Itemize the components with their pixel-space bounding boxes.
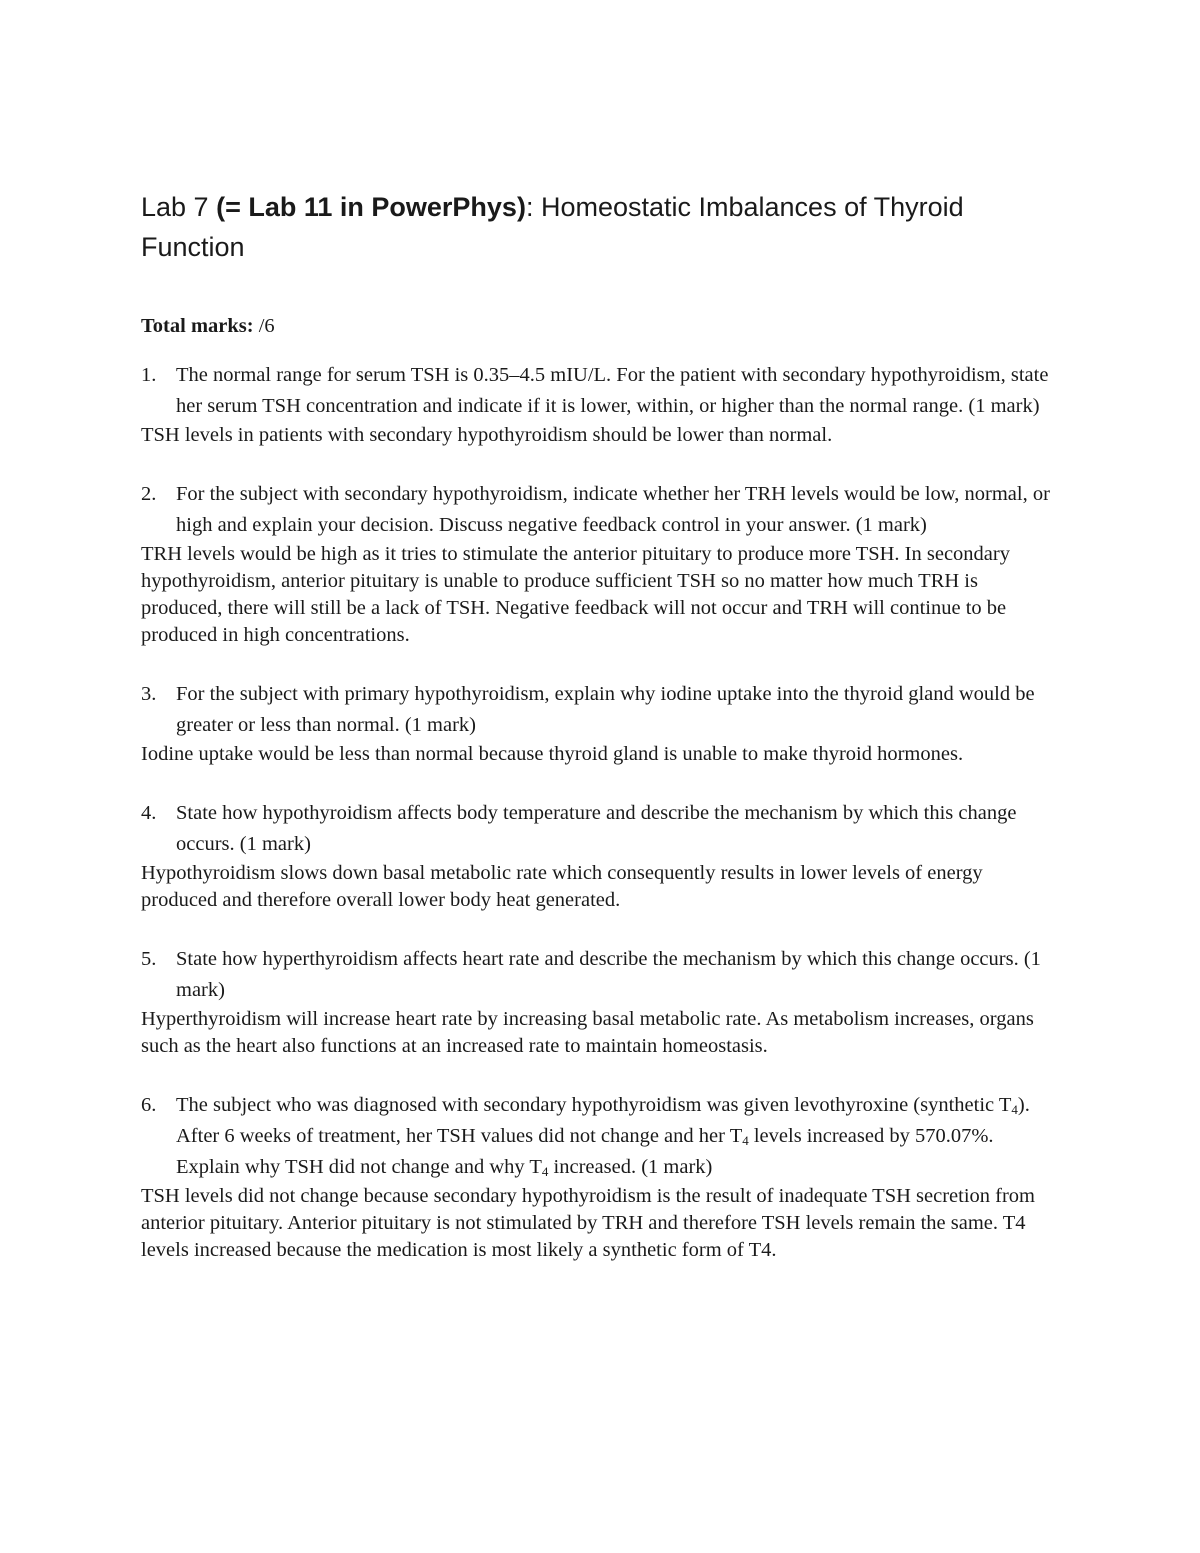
- total-marks-value: /6: [253, 315, 275, 337]
- question-block-1: [141, 360, 1061, 449]
- question-text-part-a: The subject who was diagnosed with secondary hypothyroidism was given levothyroxine (synthetic T: [176, 1094, 1012, 1116]
- title-bold: (= Lab 11 in PowerPhys): [216, 192, 526, 222]
- question-number: 1.: [141, 364, 157, 386]
- question-1: [141, 360, 1061, 422]
- answer-6: TSH levels did not change because secondary hypothyroidism is the result of inadequate TSH secretion from anterior pituitary. Anterior pituitary is not stimulated by TRH and therefore TSH levels remain the same. T4 levels increased because the medication is most likely a synthetic form of T4.: [141, 1185, 1035, 1261]
- question-text: State how hypothyroidism affects body temperature and describe the mechanism by which this change occurs. (1 mark): [176, 802, 1017, 855]
- subscript-4: 4: [541, 1164, 549, 1179]
- question-text: For the subject with secondary hypothyroidism, indicate whether her TRH levels would be low, normal, or high and explain your decision. Discuss negative feedback control in your answer. (1 mark): [176, 483, 1050, 536]
- question-text-part-c: levels increased by 570.07%. Explain why TSH did not change and why T: [176, 1125, 994, 1178]
- question-block-2: [141, 479, 1061, 649]
- answer-3: Iodine uptake would be less than normal because thyroid gland is unable to make thyroid hormones.: [141, 743, 964, 765]
- question-5: [141, 944, 1061, 1006]
- question-block-4: [141, 798, 1061, 914]
- question-text: State how hyperthyroidism affects heart rate and describe the mechanism by which this change occurs. (1 mark): [176, 948, 1041, 1001]
- question-4: [141, 798, 1061, 860]
- title-suffix: : Homeostatic Imbalances of Thyroid Function: [141, 192, 964, 262]
- question-number: 4.: [141, 802, 157, 824]
- answer-5: Hyperthyroidism will increase heart rate by increasing basal metabolic rate. As metabolism increases, organs such as the heart also functions at an increased rate to maintain homeostasis.: [141, 1008, 1034, 1057]
- answer-1: TSH levels in patients with secondary hypothyroidism should be lower than normal.: [141, 424, 833, 446]
- question-text: For the subject with primary hypothyroidism, explain why iodine uptake into the thyroid gland would be greater or less than normal. (1 mark): [176, 683, 1035, 736]
- question-block-3: [141, 679, 1061, 768]
- document-page: [141, 187, 1061, 1264]
- question-block-5: [141, 944, 1061, 1060]
- question-2: [141, 479, 1061, 541]
- question-text-part-b: ). After 6 weeks of treatment, her TSH values did not change and her T: [176, 1094, 1030, 1147]
- question-number: 3.: [141, 683, 157, 705]
- question-block-6: [141, 1090, 1061, 1264]
- subscript-4: 4: [1011, 1102, 1018, 1117]
- question-3: [141, 679, 1061, 741]
- question-6: [141, 1090, 1061, 1183]
- question-text: The normal range for serum TSH is 0.35–4.5 mIU/L. For the patient with secondary hypothyroidism, state her serum TSH concentration and indicate if it is lower, within, or higher than the normal range. (1 mark): [176, 364, 1049, 417]
- page-title: [141, 187, 1061, 267]
- question-text-part-d: increased. (1 mark): [548, 1156, 713, 1178]
- title-prefix: Lab 7: [141, 192, 217, 222]
- answer-2: TRH levels would be high as it tries to stimulate the anterior pituitary to produce more TSH. In secondary hypothyroidism, anterior pituitary is unable to produce sufficient TSH so no matter how much TRH is produced, there will still be a lack of TSH. Negative feedback will not occur and TRH will continue to be produced in high concentrations.: [141, 543, 1010, 646]
- question-number: 6.: [141, 1094, 157, 1116]
- question-number: 2.: [141, 483, 157, 505]
- question-number: 5.: [141, 948, 157, 970]
- answer-4: Hypothyroidism slows down basal metabolic rate which consequently results in lower levels of energy produced and therefore overall lower body heat generated.: [141, 862, 983, 911]
- subscript-4: 4: [742, 1133, 749, 1148]
- total-marks-label: Total marks:: [141, 315, 254, 337]
- total-marks: [141, 311, 1061, 341]
